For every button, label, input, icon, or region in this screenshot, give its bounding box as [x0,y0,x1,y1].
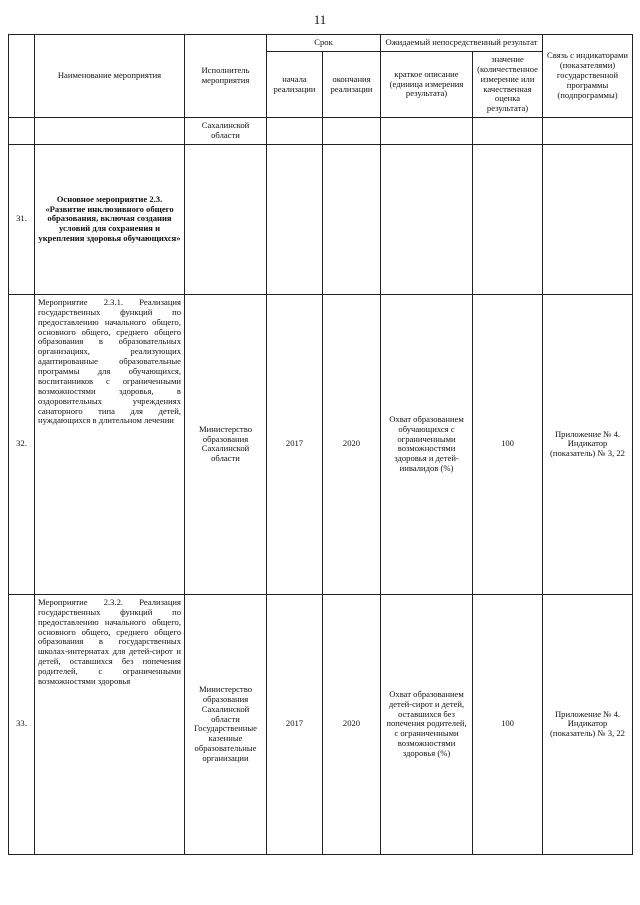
continuation-row [9,118,633,145]
header-result: Ожидаемый непосредственный результат [381,35,543,52]
cell-name: Мероприятие 2.3.1. Реализация государственных функций по предоставлению начального общего, основного общего, среднего общего образования в образовательных организациях, реализующих адаптированные образовательные программы для обучающихся, воспитанников с ограниченными возможностями здоровья, в оздоровительных учреждениях санаторного типа для детей, нуждающихся в длительном лечении [35,294,185,594]
cell-desc: Охват образованием детей-сирот и детей, оставшихся без попечения родителей, с ограниченными возможностями здоровья (%) [381,594,473,854]
cell-executor: Министерство образования Сахалинской области Государственные казенные образовательные организации [185,594,267,854]
cell-executor [185,144,267,294]
header-num [9,35,35,118]
cell-end [323,118,381,145]
cell-name: Мероприятие 2.3.2. Реализация государственных функций по предоставлению начального общего, основного общего, среднего общего образования в государственных школах-интернатах для детей-сирот и детей, оставшихся без попечения родителей, с ограниченными возможностями здоровья [35,594,185,854]
cell-end [323,144,381,294]
table-row [9,144,633,294]
page-number: 11 [313,12,327,27]
header-link: Связь с индикаторами (показателями) государственной программы (подпрограммы) [543,35,633,118]
measures-table [8,34,633,855]
cell-value [473,118,543,145]
cell-desc [381,144,473,294]
table-row [9,294,633,594]
cell-desc [381,118,473,145]
cell-link: Приложение № 4. Индикатор (показатель) № 3, 22 [543,294,633,594]
cell-num: 33. [9,594,35,854]
cell-link [543,118,633,145]
cell-start [267,144,323,294]
header-term-end: окончания реализации [323,51,381,117]
cell-value [473,144,543,294]
header-result-value: значение (количественное измерение или качественная оценка результата) [473,51,543,117]
cell-value: 100 [473,594,543,854]
header-row-1 [9,35,633,52]
header-name: Наименование мероприятия [35,35,185,118]
cell-start: 2017 [267,594,323,854]
cell-end: 2020 [323,594,381,854]
cell-num: 32. [9,294,35,594]
cell-link: Приложение № 4. Индикатор (показатель) № 3, 22 [543,594,633,854]
cell-num: 31. [9,144,35,294]
cell-link [543,144,633,294]
cell-name [35,118,185,145]
cell-name: Основное мероприятие 2.3. «Развитие инклюзивного общего образования, включая создания условий для сохранения и укрепления здоровья обучающихся» [35,144,185,294]
cell-executor: Министерство образования Сахалинской области [185,294,267,594]
cell-num [9,118,35,145]
header-term: Срок [267,35,381,52]
table-row [9,594,633,854]
cell-value: 100 [473,294,543,594]
cell-end: 2020 [323,294,381,594]
header-executor: Исполнитель мероприятия [185,35,267,118]
cell-start: 2017 [267,294,323,594]
cell-executor: Сахалинской области [185,118,267,145]
cell-desc: Охват образованием обучающихся с ограниченными возможностями здоровья и детей-инвалидов (%) [381,294,473,594]
header-result-desc: краткое описание (единица измерения результата) [381,51,473,117]
cell-start [267,118,323,145]
header-term-start: начала реализации [267,51,323,117]
